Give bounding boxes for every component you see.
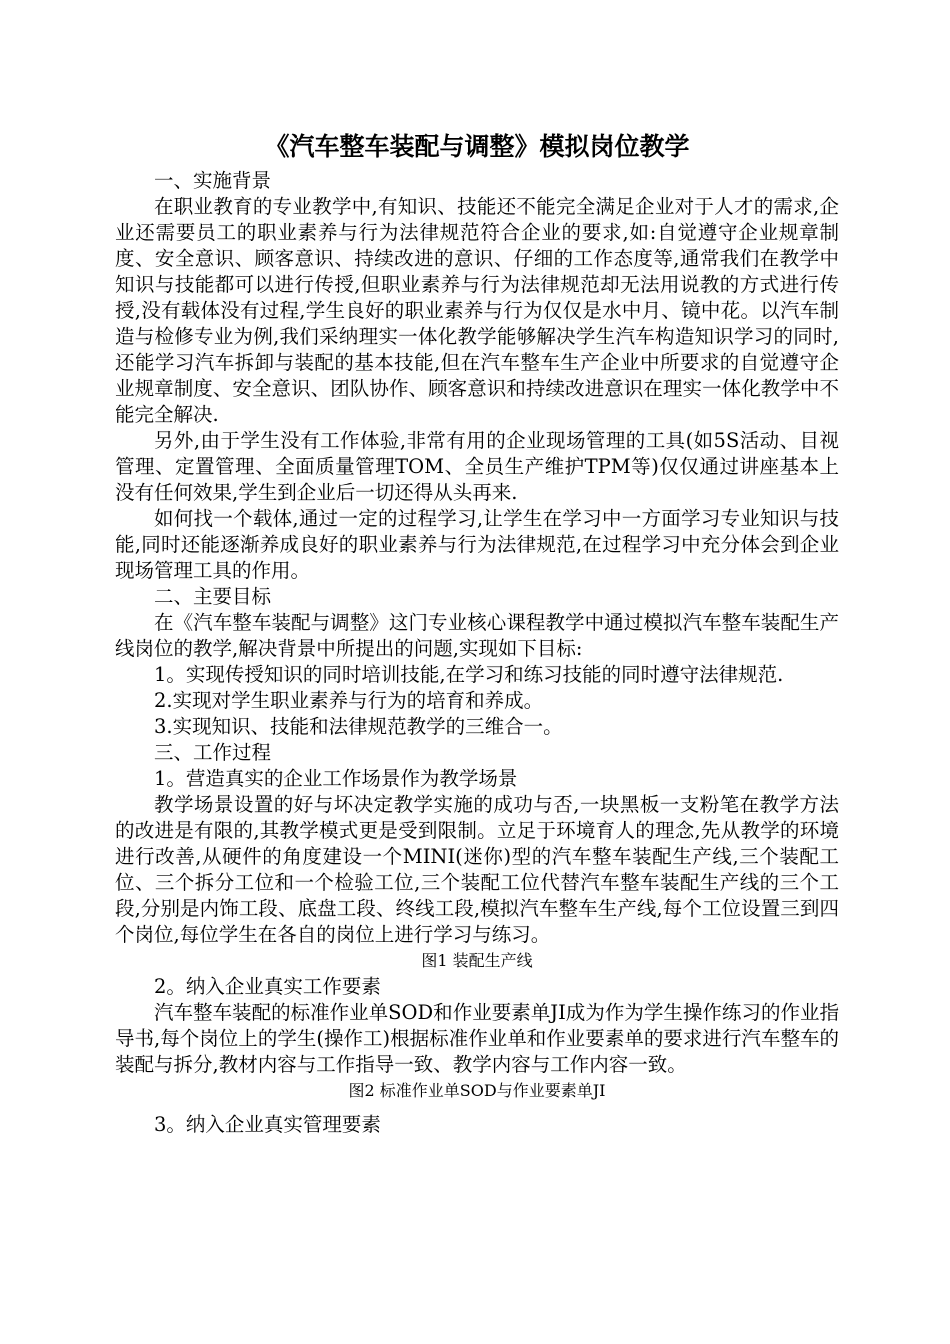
page-title: 《汽车整车装配与调整》模拟岗位教学 <box>264 132 690 161</box>
paragraph-background-3: 如何找一个载体,通过一定的过程学习,让学生在学习中一方面学习专业知识与技能,同时还能逐渐养成良好的职业素养与行为法律规范,在过程学习中充分体会到企业现场管理工具的作用。 <box>115 507 839 582</box>
section-heading-goals: 二、主要目标 <box>154 585 272 608</box>
goal-item-3: 3.实现知识、技能和法律规范教学的三维合一。 <box>154 715 563 738</box>
figure-caption-2: 图2 标准作业单SOD与作业要素单JI <box>348 1081 606 1100</box>
subheading-process-2: 2。纳入企业真实工作要素 <box>154 975 381 998</box>
paragraph-process-1: 教学场景设置的好与坏决定教学实施的成功与否,一块黑板一支粉笔在教学方法的改进是有限的,其教学模式更是受到限制。立足于环境育人的理念,先从教学的环境进行改善,从硬件的角度建设一个MINI(迷你)型的汽车整车装配生产线,三个装配工位、三个拆分工位和一个检验工位,三个装配工位代替汽车整车装配生产线的三个工段,分别是内饰工段、底盘工段、终线工段,模拟汽车整车生产线,每个工位设置三到四个岗位,每位学生在各自的岗位上进行学习与练习。 <box>115 793 839 946</box>
subheading-process-3: 3。纳入企业真实管理要素 <box>154 1113 381 1136</box>
subheading-process-1: 1。营造真实的企业工作场景作为教学场景 <box>154 767 518 790</box>
spacer <box>115 1104 839 1112</box>
goal-item-1: 1。实现传授知识的同时培训技能,在学习和练习技能的同时遵守法律规范. <box>154 663 784 686</box>
section-heading-background: 一、实施背景 <box>154 169 272 192</box>
goal-item-2: 2.实现对学生职业素养与行为的培育和养成。 <box>154 689 544 712</box>
paragraph-background-2: 另外,由于学生没有工作体验,非常有用的企业现场管理的工具(如5S活动、目视管理、定置管理、全面质量管理TOM、全员生产维护TPM等)仅仅通过讲座基本上没有任何效果,学生到企业后一切还得从头再来. <box>115 429 839 504</box>
paragraph-background-1: 在职业教育的专业教学中,有知识、技能还不能完全满足企业对于人才的需求,企业还需要员工的职业素养与行为法律规范符合企业的要求,如:自觉遵守企业规章制度、安全意识、顾客意识、持续改进的意识、仔细的工作态度等,通常我们在教学中知识与技能都可以进行传授,但职业素养与行为法律规范却无法用说教的方式进行传授,没有载体没有过程,学生良好的职业素养与行为仅仅是水中月、镜中花。以汽车制造与检修专业为例,我们采纳理实一体化教学能够解决学生汽车构造知识学习的同时,还能学习汽车拆卸与装配的基本技能,但在汽车整车生产企业中所要求的自觉遵守企业规章制度、安全意识、团队协作、顾客意识和持续改进意识在理实一体化教学中不能完全解决. <box>115 195 839 426</box>
figure-caption-1: 图1 装配生产线 <box>421 951 533 970</box>
document-page <box>115 130 839 1138</box>
paragraph-process-2: 汽车整车装配的标准作业单SOD和作业要素单JI成为作为学生操作练习的作业指导书,每个岗位上的学生(操作工)根据标准作业单和作业要素单的要求进行汽车整车的装配与拆分,教材内容与工作指导一致、教学内容与工作内容一致。 <box>115 1001 839 1076</box>
paragraph-goals-intro: 在《汽车整车装配与调整》这门专业核心课程教学中通过模拟汽车整车装配生产线岗位的教学,解决背景中所提出的问题,实现如下目标: <box>115 611 839 660</box>
section-heading-process: 三、工作过程 <box>154 741 272 764</box>
